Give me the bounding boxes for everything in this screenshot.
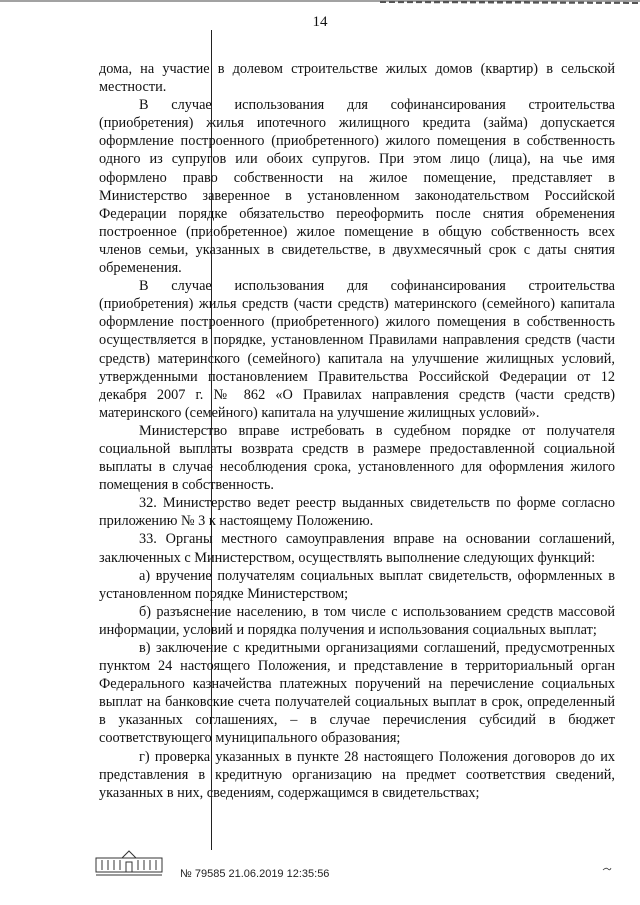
document-body	[99, 60, 615, 802]
registration-stamp: № 79585 21.06.2019 12:35:56	[180, 868, 330, 880]
paragraph-mortgage: В случае использования для софинансирования строительства (приобретения) жилья ипотечного жилищного кредита (займа) допускается оформление построенного (приобретенного) жилого помещения в собственность одного из супругов или обоих супругов. При этом лицо (лица), на чье имя оформлено право собственности на жилое помещение, представляет в Министерство заверенное в установленном законодательством Российской Федерации порядке обязательство переоформить после снятия обременения построенное (приобретенное) жилое помещение в общую собственность всех членов семьи, указанных в свидетельстве, в двухмесячный срок с даты снятия обременения.	[99, 97, 615, 277]
subitem-b: б) разъяснение населению, в том числе с использованием средств массовой информации, условий и порядка получения и использования социальных выплат;	[99, 603, 615, 638]
paragraph-maternity-capital: В случае использования для софинансирования строительства (приобретения) жилья средств (части средств) материнского (семейного) капитала оформление построенного (приобретенного) жилого помещения в собственность осуществляется в порядке, установленном Правилами направления средств (части средств) материнского (семейного) капитала на улучшение жилищных условий, утвержденными постановлением Правительства Российской Федерации от 12 декабря 2007 г. № 862 «О Правилах направления средств (части средств) материнского (семейного) капитала на улучшение жилищных условий».	[99, 278, 615, 421]
scan-top-edge	[0, 0, 640, 6]
page-number: 14	[312, 14, 328, 30]
paragraph-court-recovery: Министерство вправе истребовать в судебном порядке от получателя социальной выплаты возврата средств в размере предоставленной социальной выплаты в случае несоблюдения срока, установленного для оформления жилого помещения в собственность.	[99, 422, 615, 494]
subitem-g: г) проверка указанных в пункте 28 настоящего Положения договоров до их представления в кредитную организацию на предмет соответствия сведений, указанных в них, сведениям, содержащимся в свидетельствах;	[99, 748, 615, 801]
building-logo-icon	[94, 848, 164, 878]
subitem-a: а) вручение получателям социальных выплат свидетельств, оформленных в установленном порядке Министерством;	[99, 567, 615, 602]
paragraph-item-32: 32. Министерство ведет реестр выданных свидетельств по форме согласно приложению № 3 к настоящему Положению.	[99, 495, 615, 530]
subitem-v: в) заключение с кредитными организациями соглашений, предусмотренных пунктом 24 настоящего Положения, и представление в территориальный орган Федерального казначейства платежных поручений на перечисление социальных выплат на банковские счета получателей социальных выплат в срок, определенный в указанных соглашениях, – в случае перечисления субсидий в бюджет соответствующего муниципального образования;	[99, 640, 615, 747]
paragraph-continuation: дома, на участие в долевом строительстве жилых домов (квартир) в сельской местности.	[99, 61, 615, 96]
signature-trace	[602, 866, 612, 872]
paragraph-item-33: 33. Органы местного самоуправления вправе на основании соглашений, заключенных с Министерством, осуществлять выполнение следующих функций:	[99, 531, 615, 566]
